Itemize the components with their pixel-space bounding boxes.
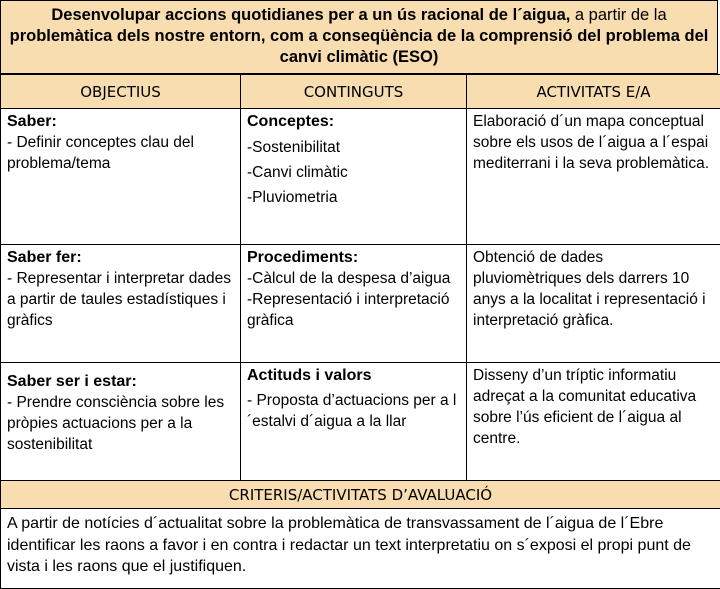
content-item: -Representació i interpretació gràfica — [247, 289, 460, 331]
title-accent: a partir de la — [570, 6, 666, 24]
content-cell — [241, 109, 467, 245]
objective-text: - Definir conceptes clau del problema/tema — [7, 132, 234, 174]
objective-title: Saber: — [7, 111, 234, 132]
content-title: Procediments: — [247, 247, 460, 268]
objective-title: Saber ser i estar: — [7, 371, 234, 392]
header-continguts: CONTINGUTS — [241, 75, 467, 109]
activity-cell: Elaboració d´un mapa conceptual sobre els usos de l´aigua a l´espai mediterrani i la seva problemàtica. — [467, 109, 720, 245]
objective-text: - Prendre consciència sobre les pròpies actuacions per a la sostenibilitat — [7, 392, 234, 455]
criteria-text: A partir de notícies d´actualitat sobre la problemàtica de transvassament de l´aigua de l´Ebre identificar les raons a favor i en contra i redactar un text interpretatiu on s´exposi el propi punt de vista i les raons que el justifiquen. — [1, 509, 720, 589]
objective-cell — [1, 109, 241, 245]
content-cell — [241, 363, 467, 481]
header-objectius: OBJECTIUS — [1, 75, 241, 109]
title-line2: problemàtica dels nostre entorn, com a conseqüència de la comprensió del problema del canvi climàtic (ESO) — [10, 27, 709, 66]
content-title: Actituds i valors — [247, 365, 460, 386]
content-item: -Càlcul de la despesa d’aigua — [247, 268, 460, 289]
criteria-body-row — [1, 509, 720, 589]
activity-cell: Disseny d’un tríptic informatiu adreçat a la comunitat educativa sobre l’ús eficient de l´aigua al centre. — [467, 363, 720, 481]
document-title — [0, 0, 718, 74]
activity-cell: Obtenció de dades pluviomètriques dels darrers 10 anys a la localitat i representació i interpretació gràfica. — [467, 245, 720, 363]
objective-text: - Representar i interpretar dades a partir de taules estadístiques i gràfics — [7, 268, 234, 331]
objective-cell — [1, 245, 241, 363]
content-item: - Proposta d’actuacions per a l´estalvi d´aigua a la llar — [247, 390, 460, 432]
header-row — [1, 75, 720, 109]
table-row — [1, 363, 720, 481]
curriculum-table — [0, 74, 720, 589]
header-activitats: ACTIVITATS E/A — [467, 75, 720, 109]
criteria-header-row — [1, 481, 720, 509]
table-row — [1, 109, 720, 245]
content-item: -Pluviometria — [247, 185, 460, 210]
content-item: -Sostenibilitat — [247, 135, 460, 160]
content-title: Conceptes: — [247, 111, 460, 132]
title-main: Desenvolupar accions quotidianes per a un ús racional de l´aigua, — [51, 6, 570, 24]
criteria-header: CRITERIS/ACTIVITATS D’AVALUACIÓ — [1, 481, 720, 509]
objective-cell — [1, 363, 241, 481]
content-item: -Canvi climàtic — [247, 160, 460, 185]
objective-title: Saber fer: — [7, 247, 234, 268]
content-cell — [241, 245, 467, 363]
table-row — [1, 245, 720, 363]
